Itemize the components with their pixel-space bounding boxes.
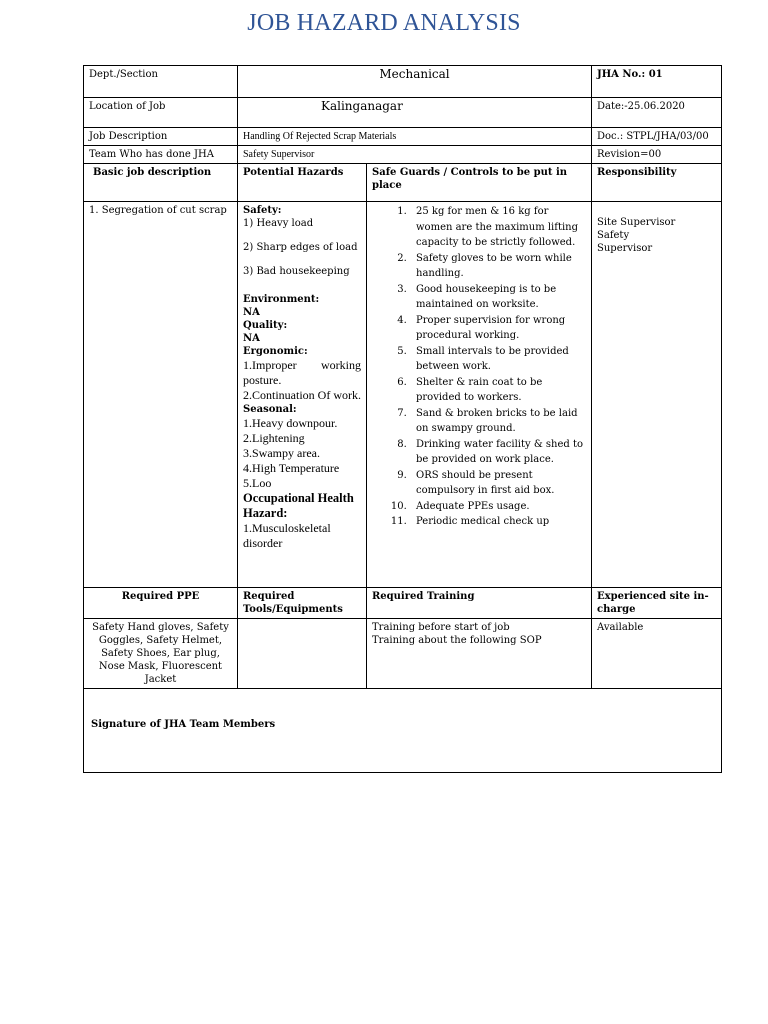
- hazard-safety-heading: Safety:: [243, 205, 282, 216]
- revision-number: Revision=00: [592, 146, 722, 164]
- hazards-cell: [238, 202, 367, 588]
- responsibility-item: Safety: [597, 230, 630, 241]
- responsibility-item: Site Supervisor: [597, 217, 676, 228]
- column-header-safeguards: Safe Guards / Controls to be put in place: [367, 164, 592, 202]
- dept-label: Dept./Section: [84, 66, 238, 98]
- header-row-team: [84, 146, 722, 164]
- requirements-value-row: [84, 619, 722, 689]
- requirements-header-row: [84, 588, 722, 619]
- hazard-safety-item: 3) Bad housekeeping: [243, 266, 350, 277]
- safeguard-item: 4. Proper supervision for wrong procedural working.: [410, 313, 586, 344]
- hazard-quality-value: NA: [243, 333, 260, 344]
- safeguard-item: 10. Adequate PPEs usage.: [410, 499, 586, 515]
- hazard-ergonomic-heading: Ergonomic:: [243, 346, 308, 357]
- hazard-safety-item: 1) Heavy load: [243, 218, 314, 229]
- hazard-ergonomic-item: 1.Improper working posture.: [243, 358, 361, 387]
- hazard-quality-heading: Quality:: [243, 320, 288, 331]
- required-tools-value: [238, 619, 367, 689]
- hazard-occupational-heading: Occupational Health Hazard:: [243, 491, 354, 520]
- column-headers-row: [84, 164, 722, 202]
- safeguard-item: 2. Safety gloves to be worn while handling.: [410, 251, 586, 282]
- hazard-safety-item: 2) Sharp edges of load: [243, 242, 358, 253]
- job-description-label: Job Description: [84, 128, 238, 146]
- required-training-cell: [367, 619, 592, 689]
- safeguard-item: 7. Sand & broken bricks to be laid on swampy ground.: [410, 406, 586, 437]
- team-value: Safety Supervisor: [238, 146, 592, 164]
- basic-job-cell: [84, 202, 238, 588]
- responsibility-cell: [592, 202, 722, 588]
- safeguard-item: 9. ORS should be present compulsory in first aid box.: [410, 468, 586, 499]
- hazard-seasonal-item: 5.Loo: [243, 476, 272, 490]
- dept-value: Mechanical: [238, 66, 592, 98]
- training-item: Training about the following SOP: [372, 635, 542, 646]
- hazard-seasonal-item: 2.Lightening: [243, 431, 305, 445]
- required-training-label: Required Training: [367, 588, 592, 619]
- column-header-responsibility: Responsibility: [592, 164, 722, 202]
- hazard-seasonal-item: 1.Heavy downpour.: [243, 416, 338, 430]
- signature-label: Signature of JHA Team Members: [84, 689, 722, 773]
- date-value: Date:-25.06.2020: [592, 98, 722, 128]
- hazard-environment-value: NA: [243, 307, 260, 318]
- required-tools-label: Required Tools/Equipments: [238, 588, 367, 619]
- safeguard-item: 1. 25 kg for men & 16 kg for women are the maximum lifting capacity to be strictly followed.: [410, 204, 586, 251]
- safeguard-item: 3. Good housekeeping is to be maintained on worksite.: [410, 282, 586, 313]
- required-ppe-label: Required PPE: [84, 588, 238, 619]
- safeguard-item: 6. Shelter & rain coat to be provided to workers.: [410, 375, 586, 406]
- column-header-basic: Basic job description: [84, 164, 238, 202]
- jha-number: JHA No.: 01: [592, 66, 722, 98]
- team-label: Team Who has done JHA: [84, 146, 238, 164]
- training-item: Training before start of job: [372, 622, 510, 633]
- experienced-incharge-value: Available: [592, 619, 722, 689]
- column-header-hazards: Potential Hazards: [238, 164, 367, 202]
- safeguards-list: [372, 204, 586, 530]
- header-row-location: [84, 98, 722, 128]
- document-title: JOB HAZARD ANALYSIS: [247, 10, 521, 36]
- header-row-job-description: [84, 128, 722, 146]
- location-label: Location of Job: [84, 98, 238, 128]
- doc-number: Doc.: STPL/JHA/03/00: [592, 128, 722, 146]
- hazard-occupational-item: 1.Musculoskeletal disorder: [243, 521, 331, 550]
- hazard-seasonal-item: 3.Swampy area.: [243, 446, 320, 460]
- job-description-value: Handling Of Rejected Scrap Materials: [238, 128, 592, 146]
- jha-table: [83, 65, 722, 773]
- header-row-dept: [84, 66, 722, 98]
- hazard-seasonal-item: 4.High Temperature: [243, 461, 340, 475]
- required-ppe-value: Safety Hand gloves, Safety Goggles, Safety Helmet, Safety Shoes, Ear plug, Nose Mask, Fluorescent Jacket: [84, 619, 238, 689]
- hazard-environment-heading: Environment:: [243, 294, 320, 305]
- responsibility-item: Supervisor: [597, 243, 653, 254]
- signature-row: [84, 689, 722, 773]
- hazard-ergonomic-item: 2.Continuation Of work.: [243, 388, 361, 402]
- job-row: [84, 202, 722, 588]
- safeguards-cell: [367, 202, 592, 588]
- basic-job-description: 1. Segregation of cut scrap: [89, 205, 227, 216]
- experienced-incharge-label: Experienced site in-charge: [592, 588, 722, 619]
- safeguard-item: 5. Small intervals to be provided between work.: [410, 344, 586, 375]
- hazard-seasonal-heading: Seasonal:: [243, 404, 297, 415]
- location-value: Kalinganagar: [238, 98, 592, 128]
- safeguard-item: 11. Periodic medical check up: [410, 514, 586, 530]
- safeguard-item: 8. Drinking water facility & shed to be provided on work place.: [410, 437, 586, 468]
